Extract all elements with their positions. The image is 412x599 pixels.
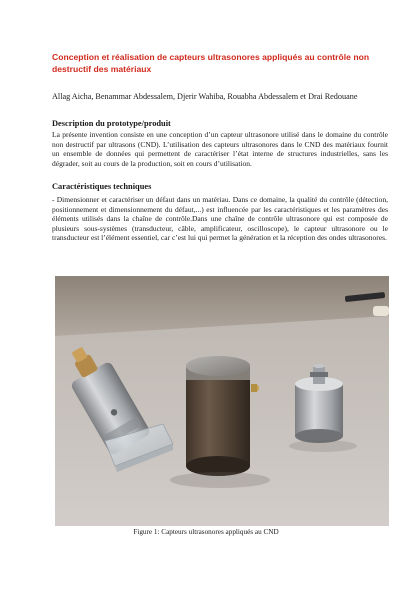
document-title: Conception et réalisation de capteurs ultrasonores appliqués au contrôle non destructif des matériaux — [52, 52, 370, 74]
section-body-description: La présente invention consiste en une conception d’un capteur ultrasonore utilisé dans le domaine du contrôle non destructif par ultrasons (CND). L’utilisation des capteurs ultrasonores dans le CND des matériaux fournit un ensemble de données qui permettent de caractériser l’état interne de structures industrielles, sans les dégrader, soit au cours de la production, soit en cours d’utilisation. — [52, 130, 388, 168]
section-heading-description: Description du prototype/produit — [52, 119, 171, 128]
figure-caption: Figure 1: Capteurs ultrasonores appliqués au CND — [133, 528, 279, 536]
section-body-characteristics: - Dimensionner et caractériser un défaut dans un matériau. Dans ce domaine, la qualité du contrôle (détection, positionnement et dimensionnement du défaut,...) est influencée par les caractéristiques et les paramètres des éléments utilisés dans la chaîne de contrôle.Dans une chaîne de contrôle ultrasonore qui est composée de plusieurs sous-systèmes (transducteur, câble, amplificateur, oscilloscope), le capteur ultrasonore ou le transducteur est l’élément essentiel, car c’est lui qui permet la génération et la réception des ondes ultrasonores. — [52, 195, 388, 243]
figure-photo-ultrasonic-sensors — [55, 276, 389, 526]
author-list: Allag Aicha, Benammar Abdessalem, Djerir Wahiba, Rouabha Abdessalem et Drai Redouane — [52, 92, 358, 101]
section-heading-characteristics: Caractéristiques techniques — [52, 182, 152, 191]
